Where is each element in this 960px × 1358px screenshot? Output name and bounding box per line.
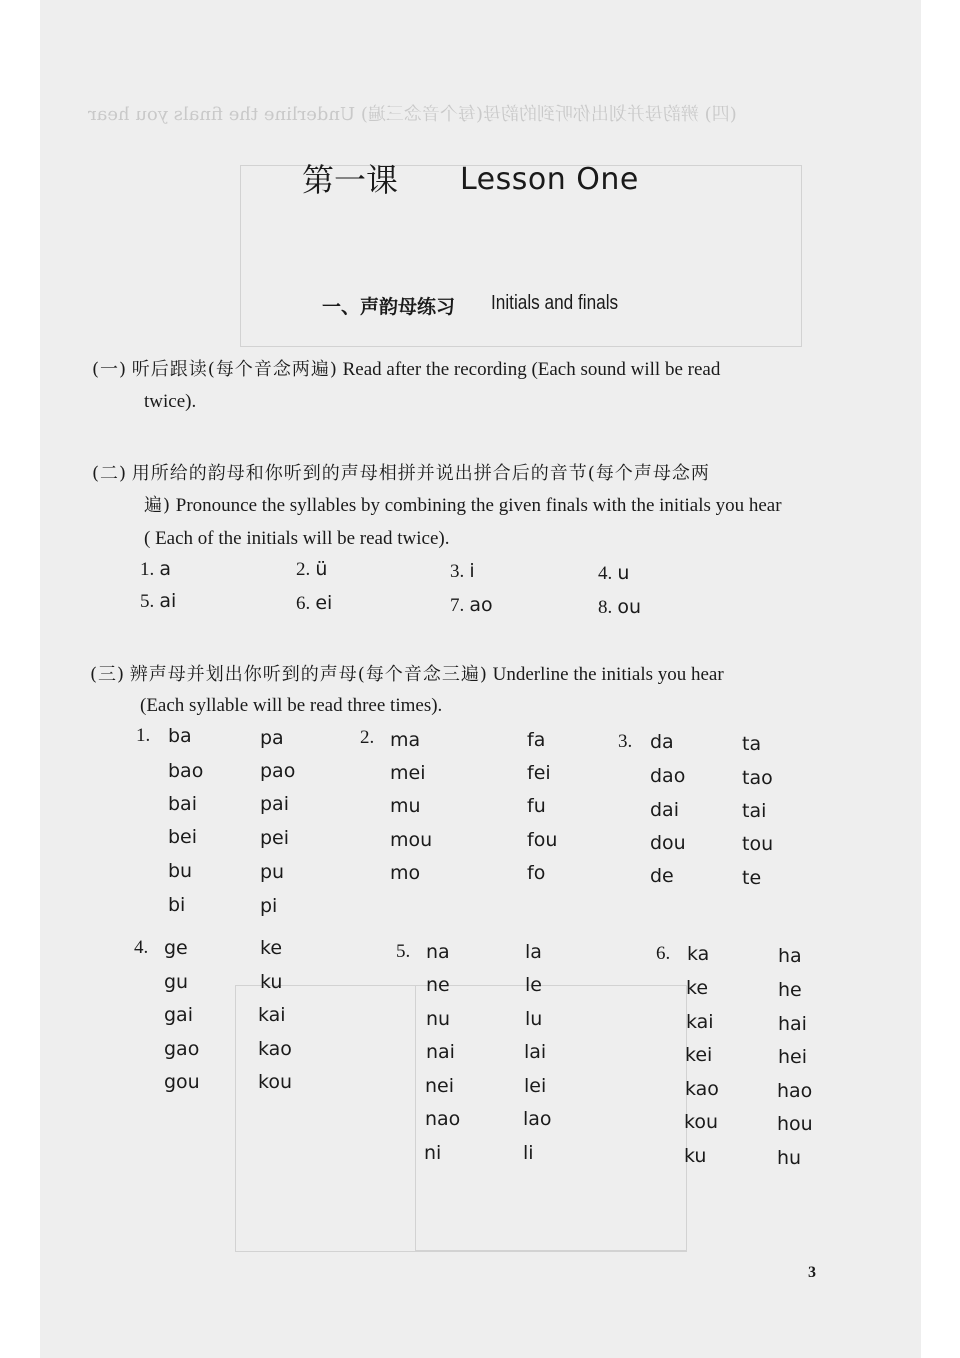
exercise-1-label: (一) bbox=[92, 359, 128, 380]
syllable: dai bbox=[650, 799, 679, 821]
syllable: fei bbox=[527, 762, 551, 784]
syllable: pu bbox=[260, 861, 285, 883]
lesson-title-en: Lesson One bbox=[460, 162, 639, 197]
syllable: ta bbox=[742, 733, 762, 755]
syllable: ku bbox=[684, 1145, 707, 1167]
syllable: te bbox=[742, 867, 762, 889]
item-number: 1. bbox=[136, 725, 151, 746]
syllable: kao bbox=[685, 1078, 719, 1100]
exercise-1-instruction-en: Read after the recording (Each sound will be read bbox=[342, 359, 721, 380]
syllable: lu bbox=[525, 1008, 543, 1030]
syllable: de bbox=[650, 865, 674, 887]
syllable: pai bbox=[260, 793, 289, 815]
syllable: bei bbox=[168, 826, 198, 848]
syllable: kou bbox=[258, 1071, 292, 1093]
syllable: la bbox=[525, 941, 542, 963]
exercise-3-instruction-cn: 辨声母并划出你听到的声母(每个音念三遍) bbox=[129, 664, 488, 685]
item-number: 5. bbox=[396, 941, 411, 962]
syllable: pa bbox=[260, 727, 284, 749]
syllable: ba bbox=[168, 725, 192, 747]
syllable: nu bbox=[426, 1008, 451, 1030]
syllable: tou bbox=[742, 833, 774, 855]
syllable: ne bbox=[426, 974, 450, 996]
exercise-2 bbox=[92, 458, 710, 490]
syllable: 遍) bbox=[144, 495, 172, 516]
syllable: ha bbox=[778, 945, 802, 967]
exercise-2-line3: ( Each of the initials will be read twice). bbox=[144, 528, 450, 549]
syllable: kei bbox=[685, 1044, 713, 1066]
syllable: hai bbox=[778, 1013, 807, 1035]
syllable: hei bbox=[778, 1046, 808, 1068]
page-number: 3 bbox=[808, 1264, 816, 1281]
syllable: he bbox=[778, 979, 802, 1001]
item-number: 3. bbox=[450, 561, 465, 582]
syllable: hou bbox=[777, 1113, 813, 1135]
syllable: pi bbox=[260, 895, 278, 917]
exercise-3 bbox=[90, 659, 724, 691]
syllable: lei bbox=[524, 1075, 547, 1097]
syllable: ou bbox=[617, 596, 642, 618]
syllable: dao bbox=[650, 765, 686, 787]
syllable: fou bbox=[527, 829, 558, 851]
syllable: da bbox=[650, 731, 674, 753]
syllable: kai bbox=[686, 1011, 714, 1033]
syllable: dou bbox=[650, 832, 686, 854]
textbook-page bbox=[40, 0, 921, 1358]
syllable: ge bbox=[164, 937, 188, 959]
final-item bbox=[450, 594, 493, 617]
syllable: ni bbox=[424, 1142, 442, 1164]
item-number: 5. bbox=[140, 591, 155, 612]
syllable: kao bbox=[258, 1038, 292, 1060]
syllable: le bbox=[525, 974, 542, 996]
item-number: 6. bbox=[296, 593, 311, 614]
syllable: nai bbox=[426, 1041, 455, 1063]
syllable: nao bbox=[425, 1108, 461, 1130]
final-item bbox=[140, 590, 176, 613]
lesson-title-cn: 第一课 bbox=[302, 161, 399, 199]
exercise-1-instruction-cn: 听后跟读(每个音念两遍) bbox=[131, 359, 338, 380]
syllable: ai bbox=[159, 590, 177, 612]
item-number: 2. bbox=[360, 727, 375, 748]
syllable: gao bbox=[164, 1038, 200, 1060]
final-item bbox=[450, 560, 475, 583]
syllable: gou bbox=[164, 1071, 200, 1093]
syllable: li bbox=[523, 1142, 534, 1164]
syllable: bao bbox=[168, 760, 204, 782]
syllable: ü bbox=[315, 558, 328, 580]
syllable: i bbox=[469, 560, 475, 582]
final-item bbox=[296, 558, 327, 581]
final-item bbox=[598, 596, 641, 619]
item-number: 3. bbox=[618, 731, 633, 752]
section-heading-en: Initials and finals bbox=[491, 292, 619, 314]
syllable: fo bbox=[527, 862, 546, 884]
syllable: kai bbox=[258, 1004, 286, 1026]
syllable: lai bbox=[524, 1041, 547, 1063]
syllable: u bbox=[617, 562, 630, 584]
syllable: ei bbox=[315, 592, 333, 614]
section-heading-cn: 一、声韵母练习 bbox=[322, 296, 456, 318]
syllable: ka bbox=[687, 943, 710, 965]
exercise-3-label: (三) bbox=[90, 664, 126, 685]
exercise-2-instruction-cn: 用所给的韵母和你听到的声母相拼并说出拼合后的音节(每个声母念两 bbox=[131, 463, 710, 484]
syllable: bu bbox=[168, 860, 193, 882]
syllable: mo bbox=[390, 862, 421, 884]
syllable: fa bbox=[527, 729, 546, 751]
syllable: kou bbox=[684, 1111, 718, 1133]
bleed-through-text: (四) 辨韵母并划出你听到的韵母(每个音念三遍) Underline the finals you hear bbox=[88, 104, 737, 125]
syllable: hu bbox=[777, 1147, 802, 1169]
syllable: tao bbox=[742, 767, 773, 789]
syllable: tai bbox=[742, 800, 767, 822]
final-item bbox=[140, 558, 171, 581]
exercise-2-instruction-en: Pronounce the syllables by combining the given finals with the initials you hear bbox=[175, 495, 782, 516]
item-number: 4. bbox=[134, 937, 149, 958]
syllable: bi bbox=[168, 894, 186, 916]
syllable: lao bbox=[523, 1108, 552, 1130]
exercise-2-label: (二) bbox=[92, 463, 128, 484]
item-number: 1. bbox=[140, 559, 155, 580]
syllable: fu bbox=[527, 795, 546, 817]
syllable: ke bbox=[686, 977, 709, 999]
syllable: nei bbox=[425, 1075, 455, 1097]
syllable: na bbox=[426, 941, 450, 963]
syllable: ma bbox=[390, 729, 421, 751]
item-number: 7. bbox=[450, 595, 465, 616]
item-number: 8. bbox=[598, 597, 613, 618]
syllable: gu bbox=[164, 971, 189, 993]
exercise-2-line2 bbox=[144, 490, 782, 522]
exercise-1-line2: twice). bbox=[144, 391, 197, 412]
final-item bbox=[598, 562, 629, 585]
exercise-1 bbox=[92, 354, 720, 386]
syllable: ke bbox=[260, 937, 283, 959]
syllable: gai bbox=[164, 1004, 193, 1026]
syllable: ao bbox=[469, 594, 493, 616]
syllable: mu bbox=[390, 795, 421, 817]
syllable: pei bbox=[260, 827, 290, 849]
syllable: ku bbox=[260, 971, 283, 993]
syllable: pao bbox=[260, 760, 296, 782]
syllable: bai bbox=[168, 793, 197, 815]
item-number: 4. bbox=[598, 563, 613, 584]
exercise-3-instruction-en: Underline the initials you hear bbox=[492, 664, 724, 685]
syllable: hao bbox=[777, 1080, 813, 1102]
final-item bbox=[296, 592, 332, 615]
syllable: a bbox=[159, 558, 171, 580]
exercise-3-line2: (Each syllable will be read three times). bbox=[140, 695, 443, 716]
item-number: 6. bbox=[656, 943, 671, 964]
syllable: mou bbox=[390, 829, 433, 851]
item-number: 2. bbox=[296, 559, 311, 580]
syllable: mei bbox=[390, 762, 426, 784]
